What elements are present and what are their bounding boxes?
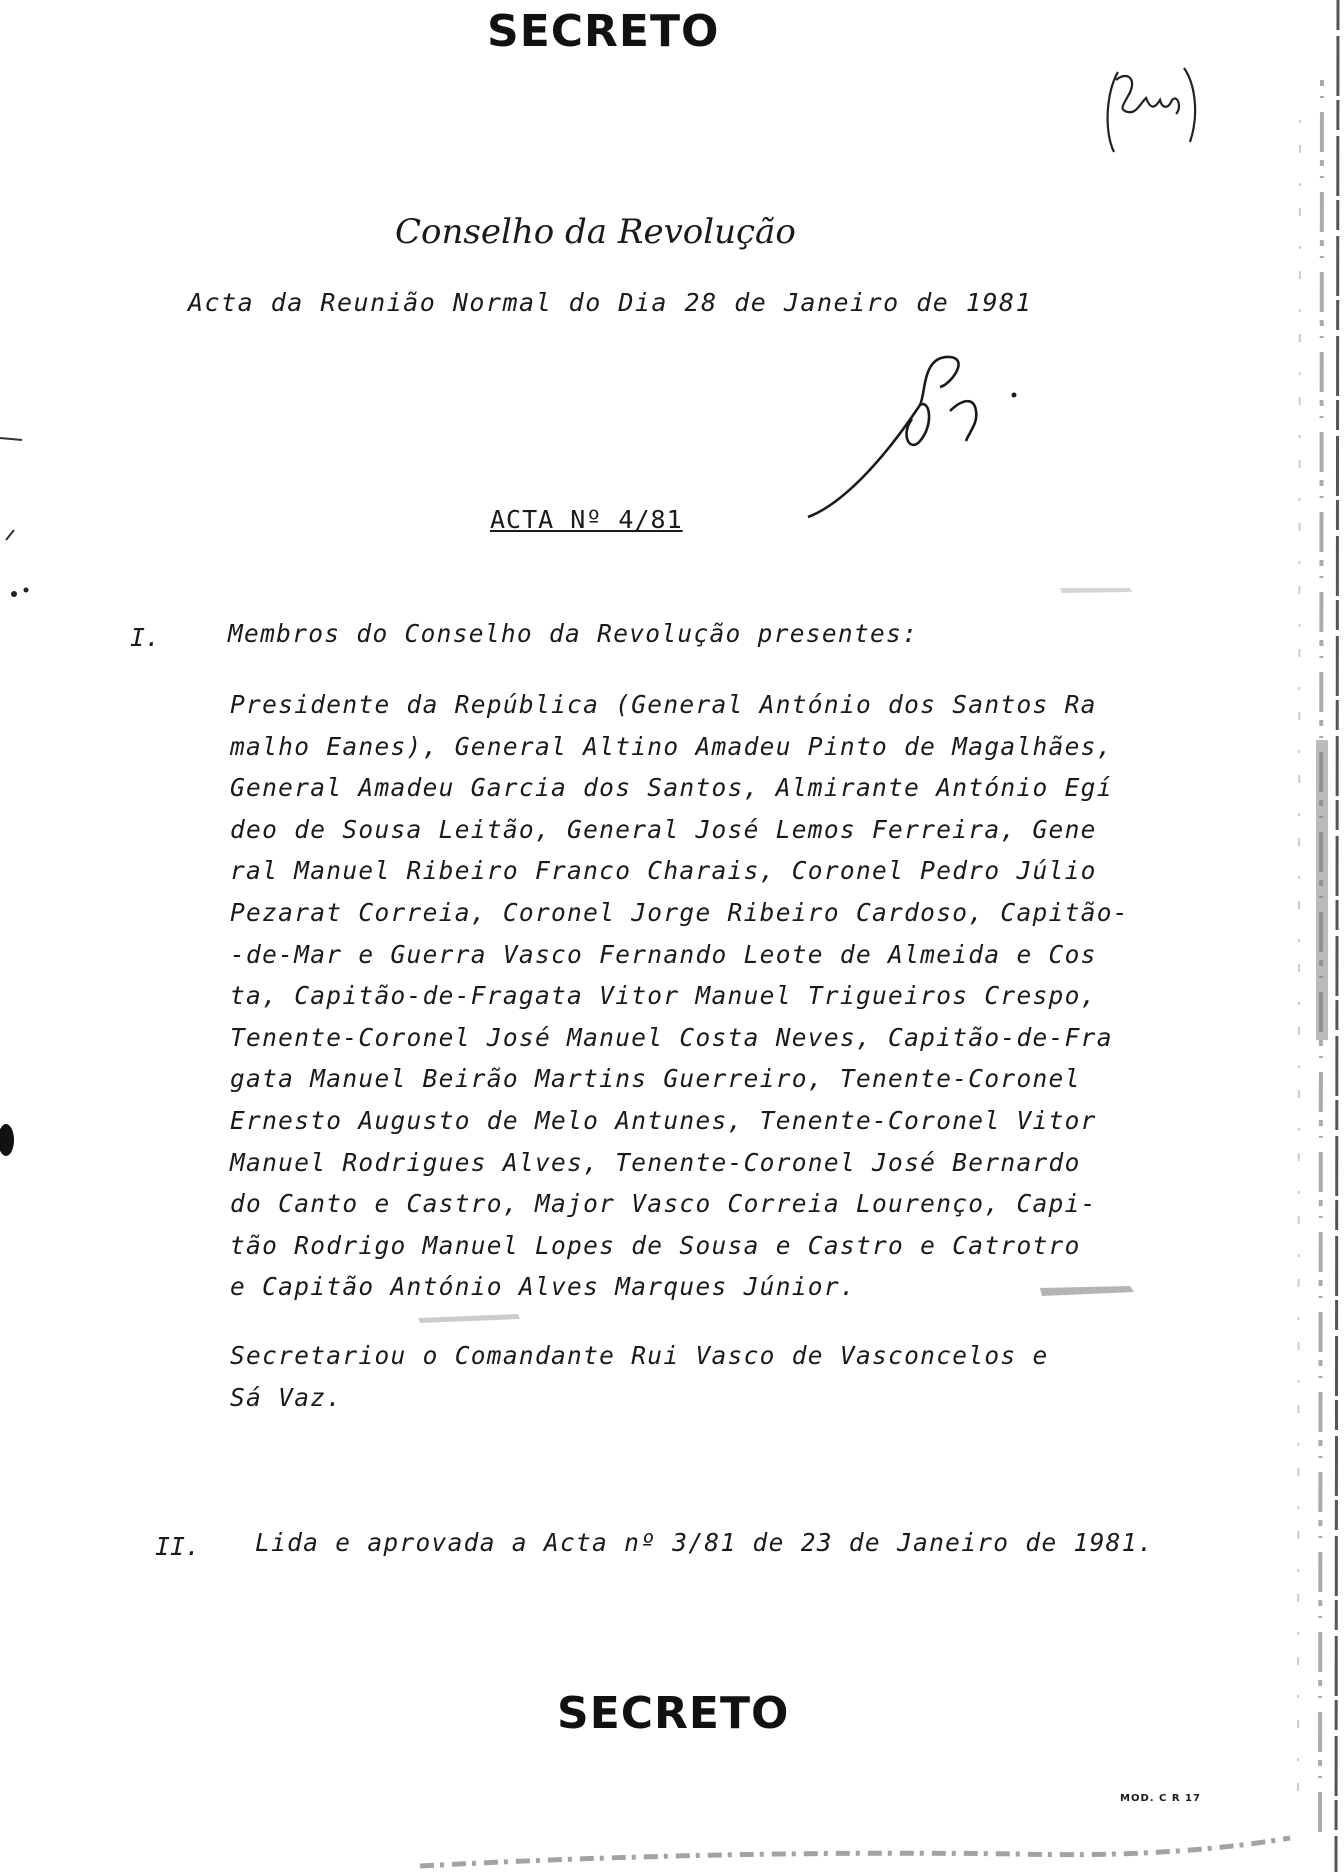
members-line: Pezarat Correia, Coronel Jorge Ribeiro Cardoso, Capitão- <box>230 897 1129 927</box>
classification-stamp-top: SECRETO <box>487 6 720 57</box>
signature-flourish <box>800 345 1030 525</box>
members-line: ta, Capitão-de-Fragata Vitor Manuel Trigueiros Crespo, <box>230 981 1097 1011</box>
secretary-note <box>230 1341 1049 1425</box>
members-line: -de-Mar e Guerra Vasco Fernando Leote de Almeida e Cos <box>230 939 1097 969</box>
handwritten-initials <box>1098 52 1208 162</box>
members-line: ral Manuel Ribeiro Franco Charais, Coronel Pedro Júlio <box>230 856 1097 886</box>
classification-stamp-bottom: SECRETO <box>557 1688 790 1739</box>
secretary-line: Sá Vaz. <box>230 1383 343 1412</box>
members-line: Manuel Rodrigues Alves, Tenente-Coronel José Bernardo <box>230 1147 1081 1177</box>
section-i-number: I. <box>130 623 161 652</box>
members-line: tão Rodrigo Manuel Lopes de Sousa e Castro e Catrotro <box>230 1230 1081 1260</box>
members-line: gata Manuel Beirão Martins Guerreiro, Tenente-Coronel <box>230 1064 1081 1094</box>
members-line: e Capitão António Alves Marques Júnior. <box>230 1272 856 1302</box>
members-line: Presidente da República (General António dos Santos Ra <box>230 690 1097 719</box>
members-line: Tenente-Coronel José Manuel Costa Neves, Capitão-de-Fra <box>230 1022 1113 1052</box>
acta-number: ACTA Nº 4/81 <box>490 505 683 534</box>
section-i-heading: Membros do Conselho da Revolução presentes: <box>228 619 919 648</box>
meeting-title: Acta da Reunião Normal do Dia 28 de Janeiro de 1981 <box>188 288 1033 317</box>
members-line: General Amadeu Garcia dos Santos, Almirante António Egí <box>230 773 1113 803</box>
secretary-line: Secretariou o Comandante Rui Vasco de Vasconcelos e <box>230 1341 1049 1370</box>
section-ii-text: Lida e aprovada a Acta nº 3/81 de 23 de Janeiro de 1981. <box>255 1528 1154 1557</box>
members-line: malho Eanes), General Altino Amadeu Pinto de Magalhães, <box>230 731 1113 761</box>
section-ii-number: II. <box>155 1532 201 1561</box>
organization-title: Conselho da Revolução <box>395 212 796 252</box>
members-line: do Canto e Castro, Major Vasco Correia Lourenço, Capi- <box>230 1189 1097 1219</box>
members-line: deo de Sousa Leitão, General José Lemos Ferreira, Gene <box>230 814 1097 844</box>
members-line: Ernesto Augusto de Melo Antunes, Tenente-Coronel Vitor <box>230 1105 1097 1135</box>
form-code: MOD. C R 17 <box>1120 1793 1201 1804</box>
members-list <box>230 690 1129 1314</box>
